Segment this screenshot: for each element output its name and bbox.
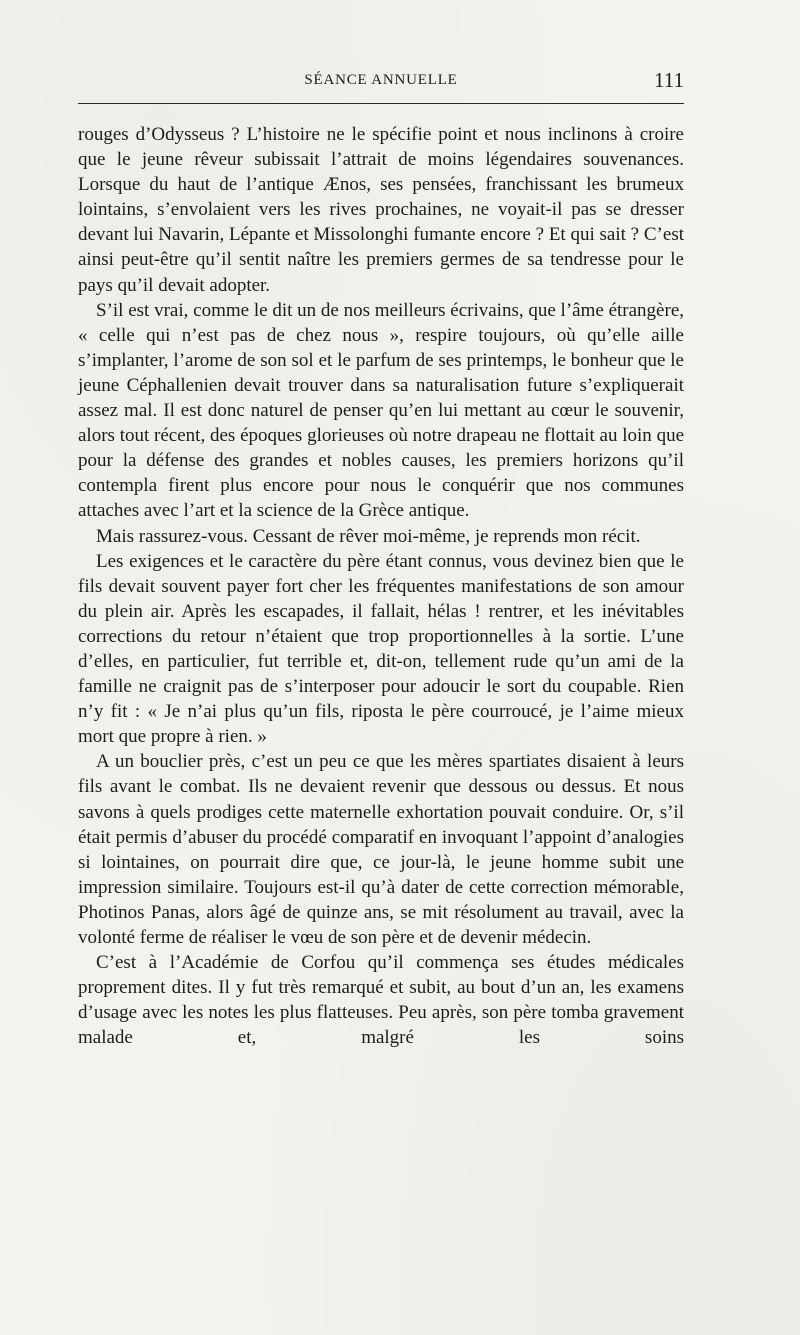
running-head [78,68,684,92]
paragraph: S’il est vrai, comme le dit un de nos meilleurs écrivains, que l’âme étrangère, « celle qui n’est pas de chez nous », respire toujours, où qu’elle aille s’implanter, l’arome de son sol et le parfum de ses printemps, le bonheur que le jeune Céphallenien devait trouver dans sa naturalisation future s’expliquerait assez mal. Il est donc naturel de penser qu’en lui mettant au cœur le souvenir, alors tout récent, des époques glorieuses où notre drapeau ne flottait au loin que pour la défense des grandes et nobles causes, les premiers horizons qu’il contempla firent plus encore pour nous le conquérir que nos communes attaches avec l’art et la science de la Grèce antique. [78,299,684,522]
page-number: 111 [654,68,684,92]
header-rule [78,103,684,104]
paragraph: A un bouclier près, c’est un peu ce que les mères spartiates disaient à leurs fils avant le combat. Ils ne devaient revenir que dessous ou dessus. Et nous savons à quels prodiges cette maternelle exhortation pouvait conduire. Or, s’il était permis d’abuser du procédé comparatif en invoquant l’appoint d’analogies si lointaines, on pourrait dire que, ce jour-là, le jeune homme subit une impression similaire. Toujours est-il qu’à dater de cette correction mémorable, Photinos Panas, alors âgé de quinze ans, se mit résolument au travail, avec la volonté ferme de réaliser le vœu de son père et de devenir médecin. [78,751,684,948]
paragraph: rouges d’Odysseus ? L’histoire ne le spécifie point et nous inclinons à croire que le jeune rêveur subissait l’attrait de moins légendaires souvenances. Lorsque du haut de l’antique Ænos, ses pensées, franchissant les brumeux lointains, s’envolaient vers les rives prochaines, ne voyait-il pas se dresser devant lui Navarin, Lépante et Missolonghi fumante encore ? Et qui sait ? C’est ainsi peut-être qu’il sentit naître les premiers germes de sa tendresse pour le pays qu’il devait adopter. [78,124,684,296]
paragraph: Mais rassurez-vous. Cessant de rêver moi-même, je reprends mon récit. [96,525,641,547]
running-title: SÉANCE ANNUELLE [304,72,458,88]
paragraph: C’est à l’Académie de Corfou qu’il commença ses études médicales proprement dites. Il y fut très remarqué et subit, au bout d’un an, les examens d’usage avec les notes les plus flatteuses. Peu après, son père tomba gravement malade et, malgré les soins [78,952,684,1049]
paragraph: Les exigences et le caractère du père étant connus, vous devinez bien que le fils devait souvent payer fort cher les fréquentes manifestations de son amour du plein air. Après les escapades, il fallait, hélas ! rentrer, et les inévitables corrections du retour n’étaient que trop proportionnelles à la sortie. L’une d’elles, en particulier, fut terrible et, dit-on, tellement rude qu’un ami de la famille ne craignit pas de s’interposer pour adoucir le sort du coupable. Rien n’y fit : « Je n’ai plus qu’un fils, riposta le père courroucé, je l’aime mieux mort que propre à rien. » [78,550,684,748]
body-text [78,122,684,1050]
